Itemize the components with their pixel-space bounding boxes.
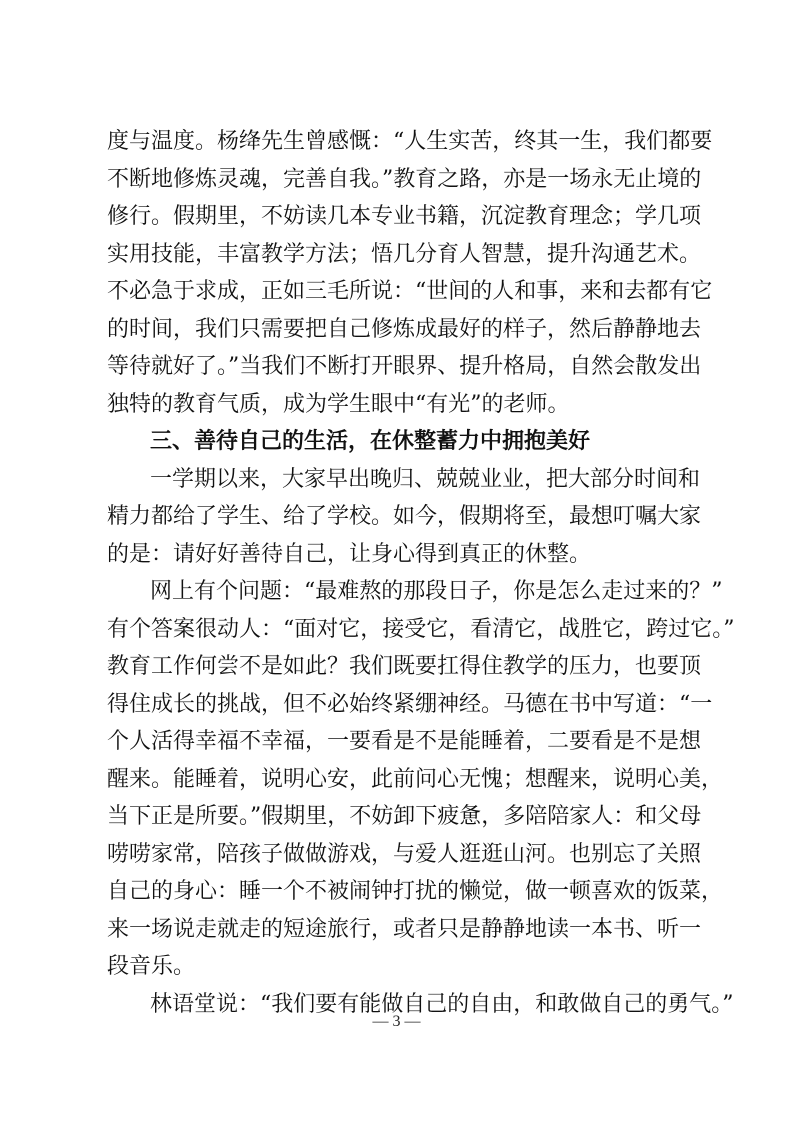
paragraph-line: 度与温度。杨绛先生曾感慨：“人生实苦，终其一生，我们都要: [107, 129, 713, 154]
paragraph-line: 个人活得幸福不幸福，一要看是不是能睡着，二要看是不是想: [107, 729, 702, 754]
paragraph-line: 教育工作何尝不是如此？我们既要扛得住教学的压力，也要顶: [107, 654, 702, 679]
paragraph-line: 修行。假期里，不妨读几本专业书籍，沉淀教育理念；学几项: [107, 204, 702, 229]
paragraph-line: 不断地修炼灵魂，完善自我。”教育之路，亦是一场永无止境的: [107, 167, 702, 192]
page-number: — 3 —: [372, 1013, 421, 1030]
paragraph-line: 来一场说走就走的短途旅行，或者只是静静地读一本书、听一: [107, 917, 702, 942]
paragraph-line: 当下正是所要。”假期里，不妨卸下疲惫，多陪陪家人：和父母: [107, 804, 702, 829]
paragraph-line: 自己的身心：睡一个不被闹钟打扰的懒觉，做一顿喜欢的饭菜，: [107, 879, 724, 904]
paragraph-line: 不必急于求成，正如三毛所说：“世间的人和事，来和去都有它: [107, 279, 713, 304]
paragraph-line: 段音乐。: [107, 954, 196, 979]
paragraph-line: 实用技能，丰富教学方法；悟几分育人智慧，提升沟通艺术。: [107, 242, 702, 267]
paragraph-line: 得住成长的挑战，但不必始终紧绷神经。马德在书中写道：“一: [107, 692, 713, 717]
paragraph-line: 醒来。能睡着，说明心安，此前问心无愧；想醒来，说明心美，: [107, 767, 724, 792]
section-heading: 三、善待自己的生活，在休整蓄力中拥抱美好: [150, 429, 591, 454]
paragraph-line: 唠唠家常，陪孩子做做游戏，与爱人逛逛山河。也别忘了关照: [107, 842, 702, 867]
paragraph-line: 一学期以来，大家早出晚归、兢兢业业，把大部分时间和: [150, 467, 701, 492]
paragraph-line: 的是：请好好善待自己，让身心得到真正的休整。: [107, 542, 592, 567]
paragraph-line: 精力都给了学生、给了学校。如今，假期将至，最想叮嘱大家: [107, 504, 702, 529]
paragraph-line: 的时间，我们只需要把自己修炼成最好的样子，然后静静地去: [107, 317, 702, 342]
paragraph-line: 等待就好了。”当我们不断打开眼界、提升格局，自然会散发出: [107, 354, 702, 379]
paragraph-line: 有个答案很动人：“面对它，接受它，看清它，战胜它，跨过它。”: [107, 617, 735, 642]
paragraph-line: 独特的教育气质，成为学生眼中“有光”的老师。: [107, 392, 570, 417]
paragraph-line: 林语堂说：“我们要有能做自己的自由，和敢做自己的勇气。”: [150, 992, 734, 1017]
paragraph-line: 网上有个问题：“最难熬的那段日子，你是怎么走过来的？”: [150, 579, 723, 604]
